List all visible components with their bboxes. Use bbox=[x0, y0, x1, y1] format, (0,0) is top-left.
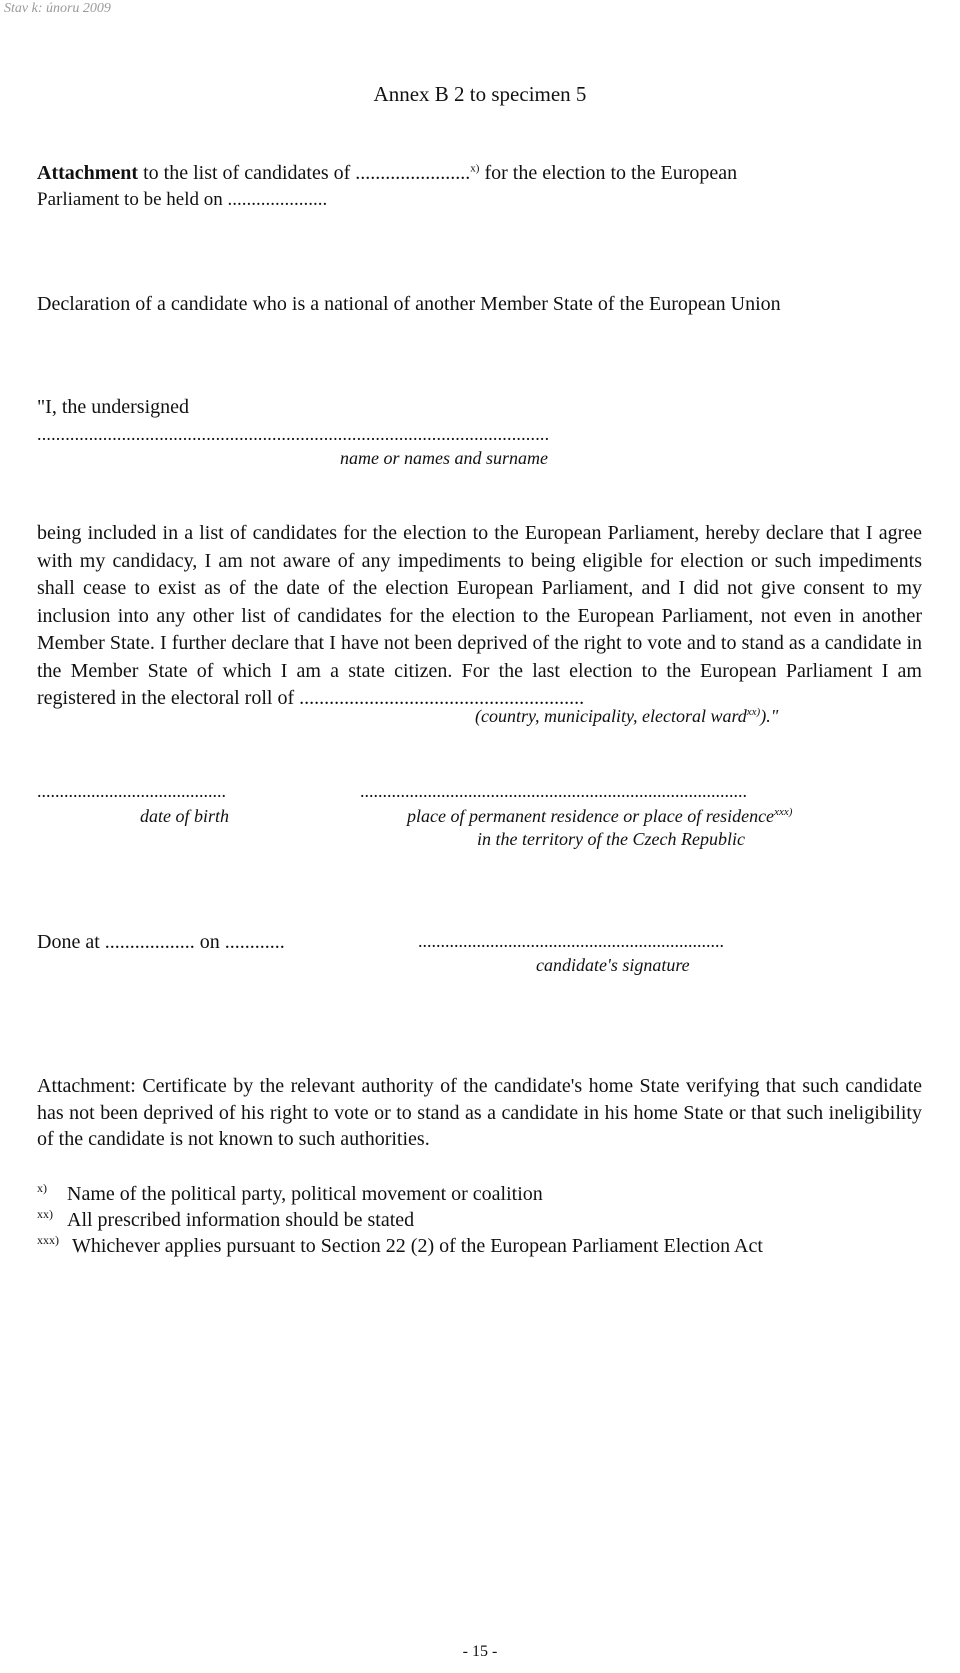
declaration-title: Declaration of a candidate who is a national of another Member State of the European Union bbox=[37, 293, 781, 315]
electoral-roll-caption-end: )." bbox=[760, 706, 779, 726]
attachment-certificate-note: Attachment: Certificate by the relevant authority of the candidate's home State verifying that such candidate has not been deprived of his right to vote or to stand as a candidate in his home State or that such ineligibility of the candidate is not known to such authorities. bbox=[37, 1075, 922, 1150]
undersigned-label: "I, the undersigned bbox=[37, 396, 190, 418]
footnote-3-text: Whichever applies pursuant to Section 22 (2) of the European Parliament Election Act bbox=[72, 1235, 763, 1257]
footnote-1-text: Name of the political party, political movement or coalition bbox=[67, 1183, 543, 1205]
footnote-1-mark: x) bbox=[37, 1181, 47, 1195]
name-dotted-field: ............................................................................................................. bbox=[37, 424, 550, 444]
date-of-birth-dotted-field: .......................................... bbox=[37, 781, 226, 801]
attachment-text: to the list of candidates of ....................... bbox=[138, 162, 471, 184]
footnote-2-mark: xx) bbox=[37, 1207, 53, 1221]
name-caption: name or names and surname bbox=[340, 448, 548, 468]
done-at-line: Done at .................. on ............ bbox=[37, 931, 285, 953]
attachment-bold-label: Attachment bbox=[37, 162, 139, 184]
electoral-roll-caption-text: (country, municipality, electoral ward bbox=[475, 706, 747, 726]
electoral-roll-caption bbox=[475, 706, 778, 727]
signature-dotted-field: .................................................................... bbox=[418, 931, 724, 951]
footnote-1 bbox=[37, 1183, 543, 1206]
residence-dotted-field: ...................................................................................... bbox=[360, 781, 747, 801]
footnote-ref-xx: xx) bbox=[746, 706, 761, 718]
document-status: Stav k: únoru 2009 bbox=[4, 1, 111, 16]
footnote-2-text: All prescribed information should be stated bbox=[67, 1209, 415, 1231]
footnote-2 bbox=[37, 1209, 414, 1232]
residence-caption-text: place of permanent residence or place of residence bbox=[407, 806, 775, 826]
residence-caption-line-2: in the territory of the Czech Republic bbox=[477, 829, 745, 849]
residence-caption bbox=[407, 806, 792, 827]
annex-title: Annex B 2 to specimen 5 bbox=[373, 82, 587, 106]
footnote-3-mark: xxx) bbox=[37, 1233, 59, 1247]
date-of-birth-caption: date of birth bbox=[140, 806, 229, 826]
signature-caption: candidate's signature bbox=[536, 955, 690, 975]
attachment-text-tail: for the election to the European bbox=[479, 162, 738, 184]
attachment-line-2: Parliament to be held on ..................... bbox=[37, 189, 328, 210]
declaration-body: being included in a list of candidates for the election to the European Parliament, hereby declare that I agree with my candidacy, I am not aware of any impediments to being eligible for election or such impediments shall cease to exist as of the date of the election European Parliament, and I did not give consent to my inclusion into any other list of candidates for the election to the European Parliament, not even in another Member State. I further declare that I have not been deprived of the right to vote and to stand as a candidate in the Member State of which I am a state citizen. For the last election to the European Parliament I am registered in the electoral roll of ......................................................... bbox=[37, 522, 922, 709]
footnote-ref-x: x) bbox=[470, 162, 480, 175]
footnote-3 bbox=[37, 1235, 763, 1258]
attachment-line-1 bbox=[37, 162, 737, 185]
footnote-ref-xxx: xxx) bbox=[774, 806, 793, 818]
page-number: - 15 - bbox=[462, 1643, 498, 1660]
